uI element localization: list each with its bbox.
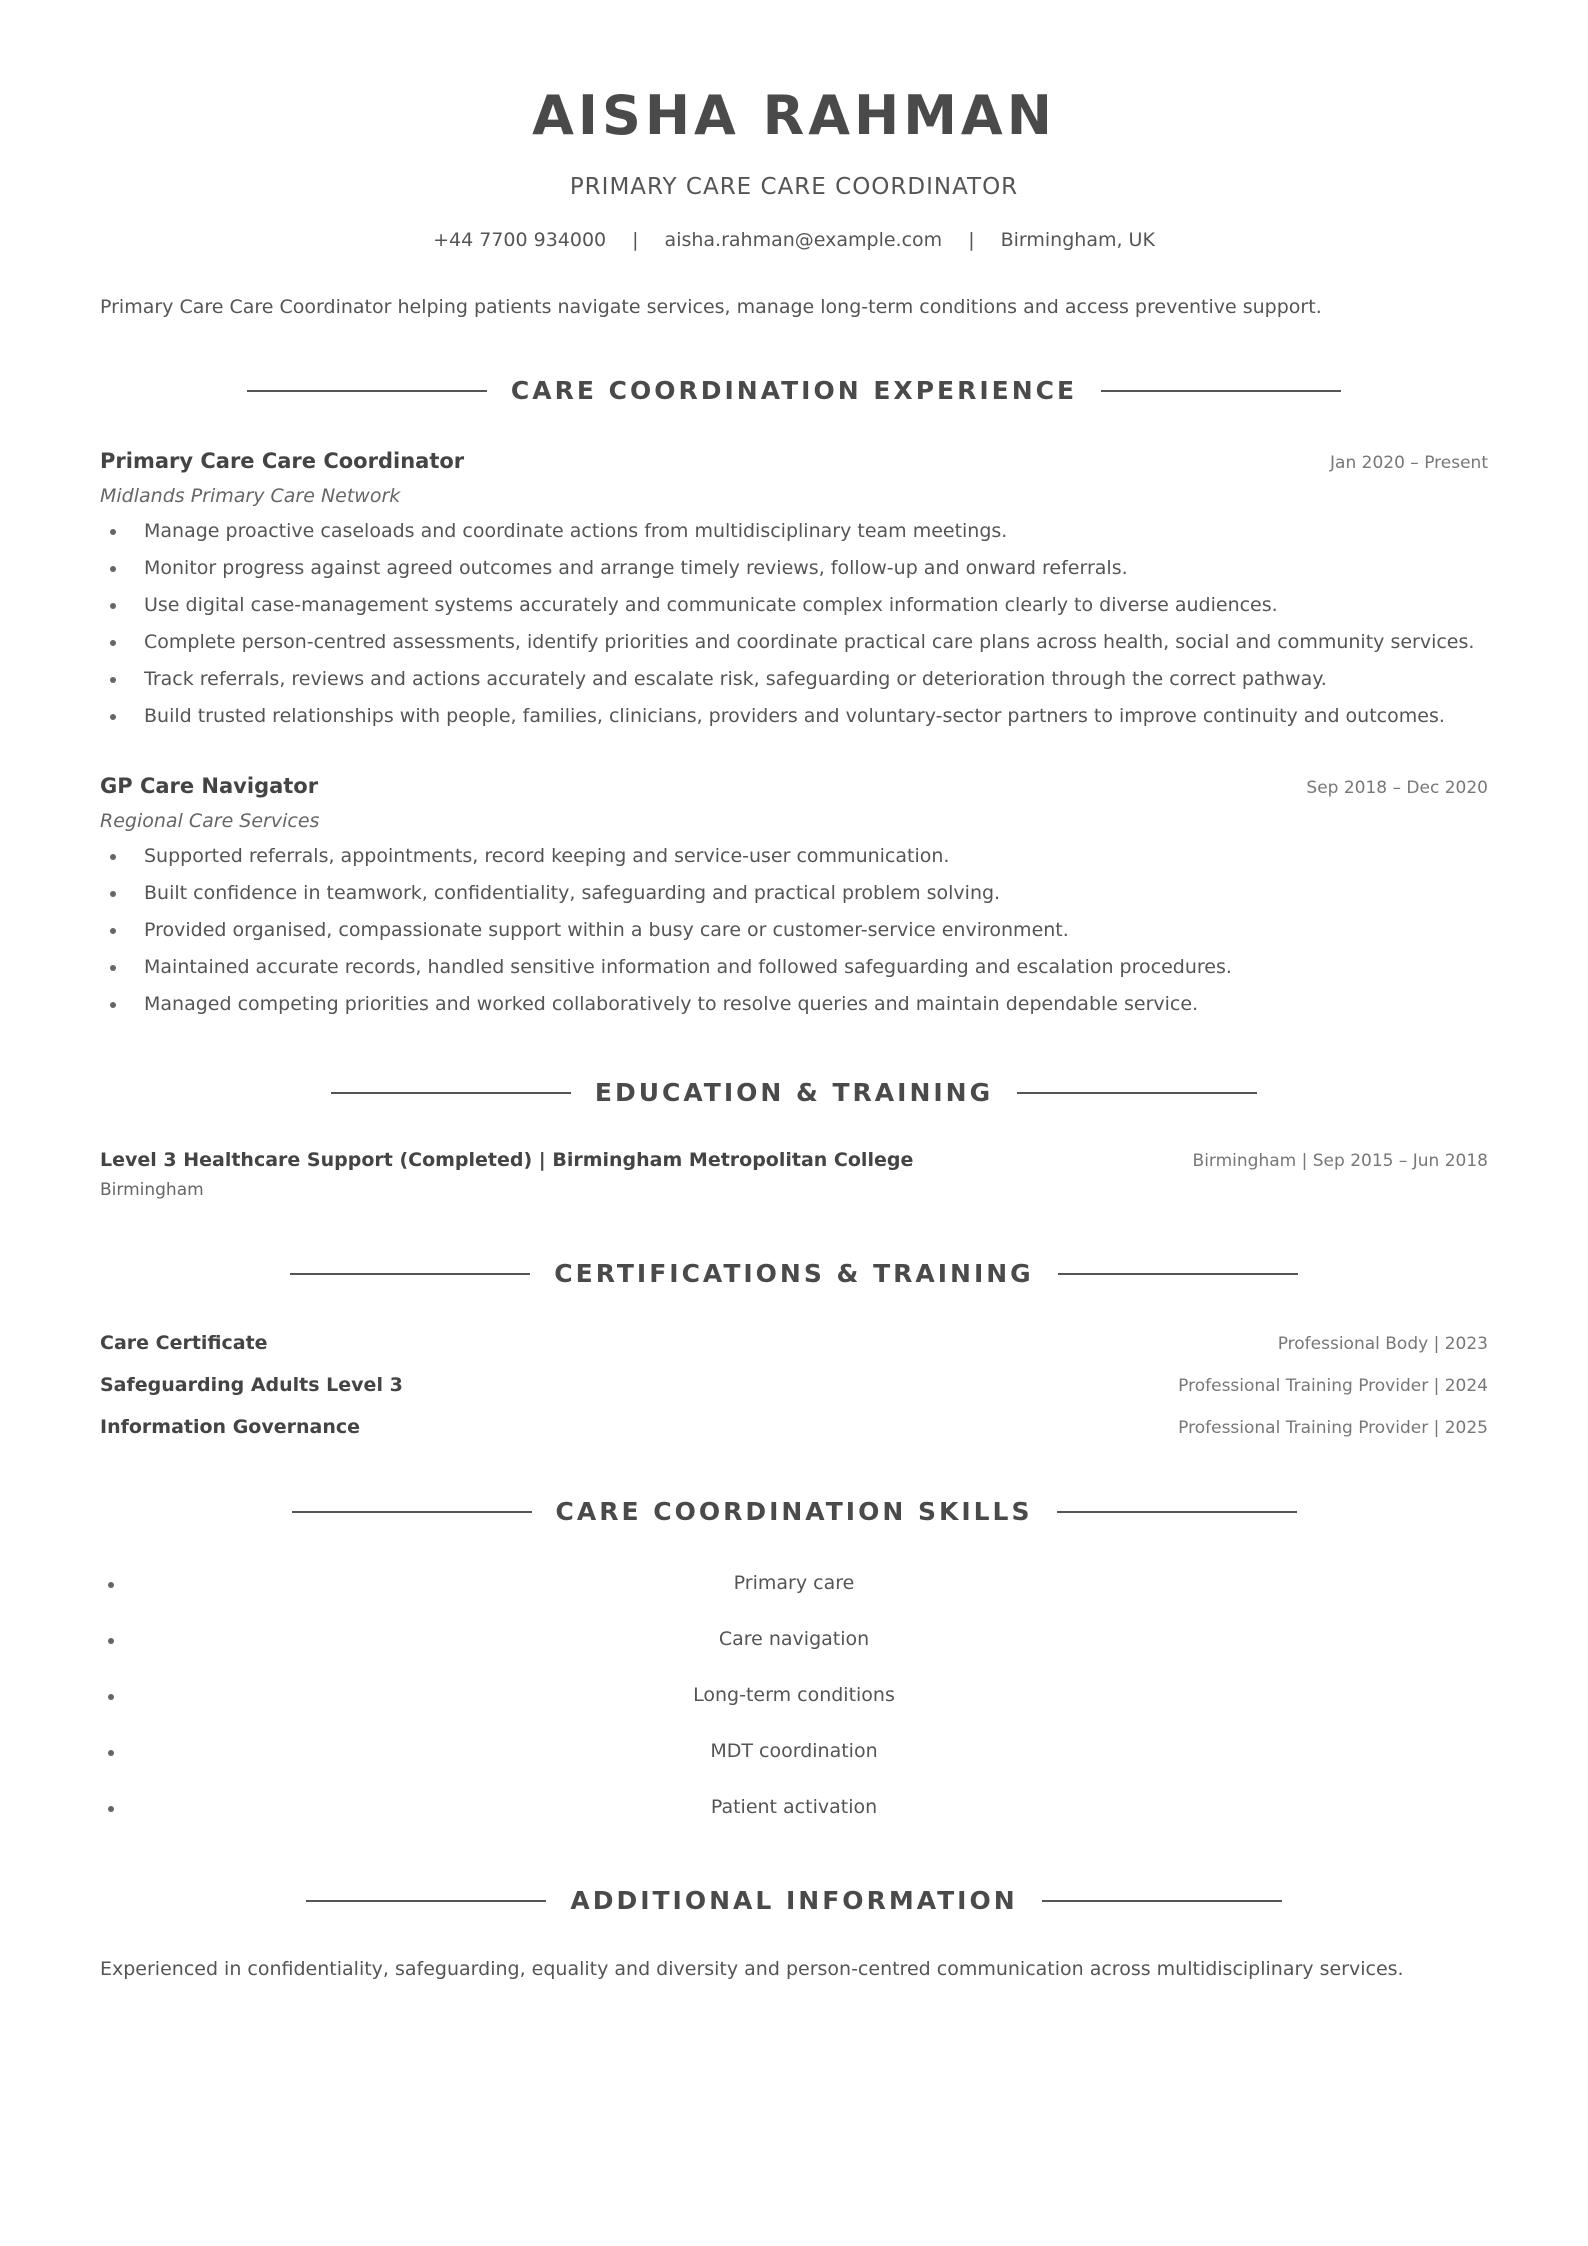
certification-name: Information Governance <box>100 1416 361 1438</box>
certification-meta: Professional Body | 2023 <box>1277 1334 1488 1354</box>
job-bullet: Track referrals, reviews and actions accurately and escalate risk, safeguarding or deterioration through the correct pathway. <box>100 667 1488 704</box>
certification-name: Care Certificate <box>100 1332 268 1354</box>
heading-rule <box>1101 390 1341 392</box>
job-organisation: Midlands Primary Care Network <box>100 485 401 507</box>
skill-item: Long-term conditions <box>100 1684 1488 1740</box>
heading-rule <box>292 1511 532 1513</box>
contact-phone: +44 7700 934000 <box>433 229 607 251</box>
skill-item: MDT coordination <box>100 1740 1488 1796</box>
section-heading-certifications <box>0 1259 1588 1288</box>
contact-line <box>0 229 1588 251</box>
job-dates: Jan 2020 – Present <box>1330 453 1488 473</box>
section-heading-skills <box>0 1497 1588 1526</box>
section-heading-experience <box>0 376 1588 405</box>
skill-item: Primary care <box>100 1572 1488 1628</box>
job-bullet: Provided organised, compassionate support within a busy care or customer-service environment. <box>100 918 1488 955</box>
education-title: Level 3 Healthcare Support (Completed) | Birmingham Metropolitan College <box>100 1149 914 1171</box>
candidate-name: AISHA RAHMAN <box>532 84 1056 147</box>
education-meta: Birmingham | Sep 2015 – Jun 2018 <box>1192 1151 1488 1171</box>
additional-information: Experienced in confidentiality, safeguarding, equality and diversity and person-centred communication across multidisciplinary services. <box>100 1958 1404 1980</box>
contact-separator: | <box>968 229 975 251</box>
heading-rule <box>1058 1273 1298 1275</box>
heading-rule <box>247 390 487 392</box>
contact-location: Birmingham, UK <box>1000 229 1155 251</box>
heading-rule <box>1017 1092 1257 1094</box>
heading-rule <box>1042 1900 1282 1902</box>
heading-rule <box>290 1273 530 1275</box>
section-heading-additional <box>0 1886 1588 1915</box>
job-bullet: Managed competing priorities and worked collaboratively to resolve queries and maintain dependable service. <box>100 992 1488 1029</box>
certification-item <box>100 1416 1488 1458</box>
section-title: CERTIFICATIONS & TRAINING <box>554 1259 1034 1288</box>
section-heading-education <box>0 1078 1588 1107</box>
professional-summary: Primary Care Care Coordinator helping patients navigate services, manage long-term conditions and access preventive support. <box>100 296 1322 318</box>
job-bullet: Complete person-centred assessments, identify priorities and coordinate practical care plans across health, social and community services. <box>100 630 1488 667</box>
section-title: EDUCATION & TRAINING <box>594 1078 994 1107</box>
section-title: CARE COORDINATION SKILLS <box>555 1497 1033 1526</box>
job-bullet: Use digital case-management systems accurately and communicate complex information clearly to diverse audiences. <box>100 593 1488 630</box>
job-bullet: Supported referrals, appointments, record keeping and service-user communication. <box>100 844 1488 881</box>
certification-meta: Professional Training Provider | 2025 <box>1178 1418 1488 1438</box>
job-entry <box>100 774 1488 1029</box>
job-bullet: Maintained accurate records, handled sensitive information and followed safeguarding and escalation procedures. <box>100 955 1488 992</box>
contact-email: aisha.rahman@example.com <box>664 229 943 251</box>
certification-meta: Professional Training Provider | 2024 <box>1178 1376 1488 1396</box>
certification-item <box>100 1332 1488 1374</box>
heading-rule <box>1057 1511 1297 1513</box>
education-location: Birmingham <box>100 1180 204 1200</box>
certification-item <box>100 1374 1488 1416</box>
job-dates: Sep 2018 – Dec 2020 <box>1306 778 1488 798</box>
job-bullet: Built confidence in teamwork, confidentiality, safeguarding and practical problem solving. <box>100 881 1488 918</box>
job-bullets <box>100 519 1488 741</box>
contact-separator: | <box>632 229 639 251</box>
job-title: Primary Care Care Coordinator <box>100 449 465 473</box>
job-bullet: Build trusted relationships with people, families, clinicians, providers and voluntary-sector partners to improve continuity and outcomes. <box>100 704 1488 741</box>
job-organisation: Regional Care Services <box>100 810 320 832</box>
section-title: ADDITIONAL INFORMATION <box>570 1886 1018 1915</box>
job-entry <box>100 449 1488 741</box>
skills-list <box>100 1572 1488 1852</box>
job-title: GP Care Navigator <box>100 774 319 798</box>
certification-list <box>100 1332 1488 1458</box>
education-entry <box>100 1149 1488 1200</box>
skill-item: Patient activation <box>100 1796 1488 1852</box>
job-bullets <box>100 844 1488 1029</box>
heading-rule <box>331 1092 571 1094</box>
candidate-role: PRIMARY CARE CARE COORDINATOR <box>569 174 1019 200</box>
job-bullet: Manage proactive caseloads and coordinate actions from multidisciplinary team meetings. <box>100 519 1488 556</box>
skill-item: Care navigation <box>100 1628 1488 1684</box>
job-bullet: Monitor progress against agreed outcomes and arrange timely reviews, follow-up and onward referrals. <box>100 556 1488 593</box>
heading-rule <box>306 1900 546 1902</box>
section-title: CARE COORDINATION EXPERIENCE <box>510 376 1078 405</box>
certification-name: Safeguarding Adults Level 3 <box>100 1374 403 1396</box>
